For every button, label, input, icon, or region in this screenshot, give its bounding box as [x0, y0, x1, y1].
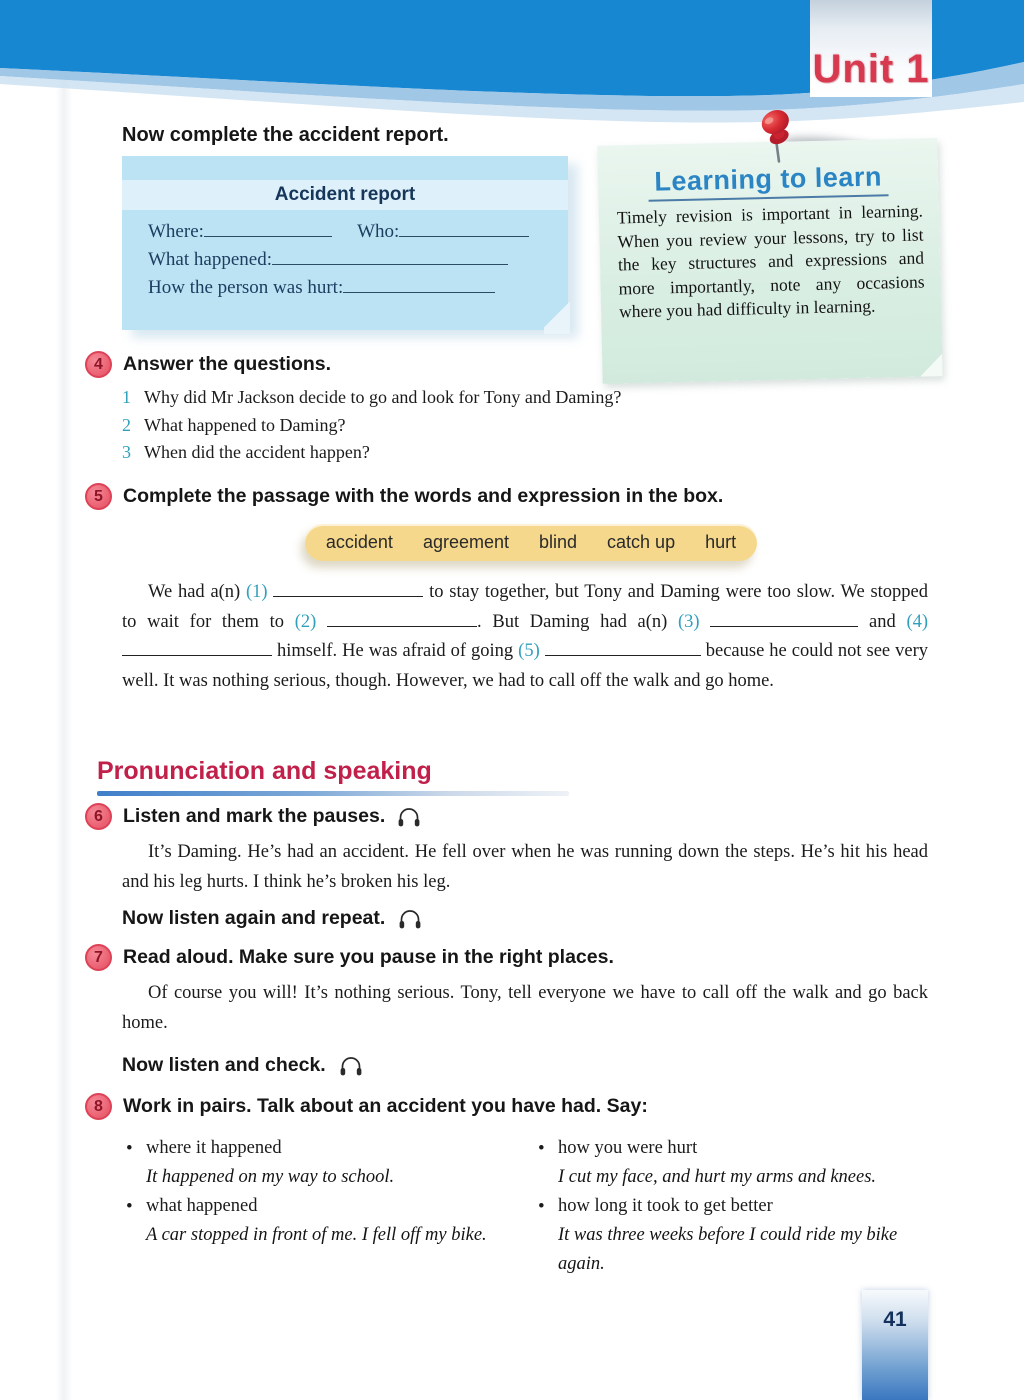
exercise-7-title: Read aloud. Make sure you pause in the right places. — [123, 946, 614, 968]
what-label: What happened: — [148, 249, 272, 270]
section-heading-underline — [97, 791, 569, 796]
cloze-passage: We had a(n) (1) to stay together, but Tony and Daming were too slow. We stopped to wait for them to (2) . But Daming had a(n) (3) and (4) himself. He was afraid of going (5) because he could not see very well. It was nothing serious, though. However, we had to call off the walk and go home. — [122, 582, 929, 691]
exercise-5-content — [122, 524, 930, 696]
headphones-icon — [397, 908, 423, 930]
bullet-column-right — [534, 1134, 934, 1279]
exercise-8-content — [122, 1134, 930, 1279]
who-label: Who: — [357, 221, 400, 242]
headphones-icon — [396, 806, 422, 828]
learning-note — [597, 138, 942, 384]
bullet-column-left — [122, 1134, 516, 1279]
where-label: Where: — [148, 221, 204, 242]
bullet-how-hurt: • how you were hurt — [534, 1134, 934, 1163]
exercise-6-passage: It’s Daming. He’s had an accident. He fell over when he was running down the steps. He’s hit his head and his leg hurts. I think he’s broken his leg. — [122, 842, 928, 892]
how-blank — [343, 277, 495, 293]
exercise-7-content — [122, 979, 930, 1077]
accident-report-fields — [122, 210, 568, 302]
exercise-8 — [85, 1093, 930, 1279]
how-label: How the person was hurt: — [148, 277, 344, 298]
example-how-long: It was three weeks before I could ride my bike again. — [558, 1225, 898, 1274]
exercise-8-badge: 8 — [85, 1093, 112, 1120]
exercise-5-badge: 5 — [85, 483, 112, 510]
example-what: A car stopped in front of me. I fell off my bike. — [146, 1225, 487, 1245]
listen-again-line: Now listen again and repeat. — [122, 907, 930, 930]
headphones-icon — [338, 1055, 364, 1077]
pushpin-icon — [746, 106, 816, 168]
blank-number-2: (2) — [294, 611, 317, 632]
exercise-5-title: Complete the passage with the words and expression in the box. — [123, 485, 724, 507]
bullet-how-long: • how long it took to get better — [534, 1192, 934, 1221]
unit-tab — [810, 0, 932, 97]
learning-note-body: Timely revision is important in learning. When you review your lessons, try to list the key structures and expressions and more importantly, note any occasions where you had difficulty in learning. — [616, 200, 925, 322]
question-3: 3 When did the accident happen? — [122, 442, 370, 462]
exercise-6-content — [122, 838, 930, 930]
report-row-where-who — [148, 218, 548, 246]
exercise-4-questions — [122, 384, 930, 467]
word-hurt: hurt — [705, 532, 737, 552]
bullet-what-happened: • what happened — [122, 1192, 516, 1221]
example-where: It happened on my way to school. — [146, 1167, 395, 1187]
cloze-blank-5 — [545, 639, 701, 656]
exercise-4-title: Answer the questions. — [123, 353, 332, 375]
report-row-what — [148, 246, 548, 274]
cloze-blank-3 — [710, 610, 858, 627]
exercise-8-header — [85, 1093, 930, 1120]
exercise-7-passage: Of course you will! It’s nothing serious. Tony, tell everyone we have to call off the walk and go back home. — [122, 983, 928, 1033]
word-accident: accident — [325, 532, 393, 552]
cloze-blank-4 — [122, 639, 272, 656]
example-how-hurt: I cut my face, and hurt my arms and knees. — [558, 1167, 877, 1187]
exercise-5 — [85, 483, 930, 696]
page-number-tab — [862, 1290, 928, 1400]
blank-number-1: (1) — [246, 582, 268, 602]
word-blind: blind — [539, 532, 578, 552]
cloze-blank-2 — [327, 610, 477, 627]
exercise-6 — [85, 803, 930, 930]
exercise-5-header — [85, 483, 930, 510]
where-blank — [204, 221, 332, 237]
exercise-7-header — [85, 944, 930, 971]
exercise-6-badge: 6 — [85, 803, 112, 830]
question-2: 2 What happened to Daming? — [122, 414, 346, 435]
word-agreement: agreement — [422, 532, 509, 552]
what-blank — [272, 249, 508, 265]
exercise-7 — [85, 944, 930, 1077]
blank-number-4: (4) — [906, 611, 929, 632]
page-crease — [56, 0, 72, 1400]
word-catch-up: catch up — [607, 532, 676, 552]
accident-report-box — [122, 156, 568, 330]
word-box — [305, 524, 757, 561]
exercise-7-badge: 7 — [85, 944, 112, 971]
question-1: 1 Why did Mr Jackson decide to go and look for Tony and Daming? — [122, 387, 622, 407]
accident-report-title-band — [122, 180, 568, 210]
page-number: 41 — [883, 1308, 907, 1331]
section-heading-pronunciation: Pronunciation and speaking — [97, 757, 432, 785]
accident-report-title: Accident report — [274, 184, 416, 205]
listen-check-line: Now listen and check. — [122, 1054, 930, 1077]
exercise-6-title: Listen and mark the pauses. — [123, 805, 386, 827]
blank-number-3: (3) — [678, 611, 700, 632]
unit-label: Unit 1 — [812, 47, 930, 91]
cloze-blank-1 — [273, 580, 423, 597]
exercise-6-header — [85, 803, 930, 830]
exercise-8-title: Work in pairs. Talk about an accident you have had. Say: — [123, 1095, 648, 1117]
report-row-how — [148, 274, 548, 302]
bullet-where-it-happened: • where it happened — [122, 1134, 516, 1163]
blank-number-5: (5) — [518, 641, 540, 661]
intro-heading: Now complete the accident report. — [122, 124, 449, 146]
who-blank — [399, 221, 529, 237]
learning-note-title: Learning to learn — [598, 160, 939, 199]
exercise-4-badge: 4 — [85, 351, 112, 378]
